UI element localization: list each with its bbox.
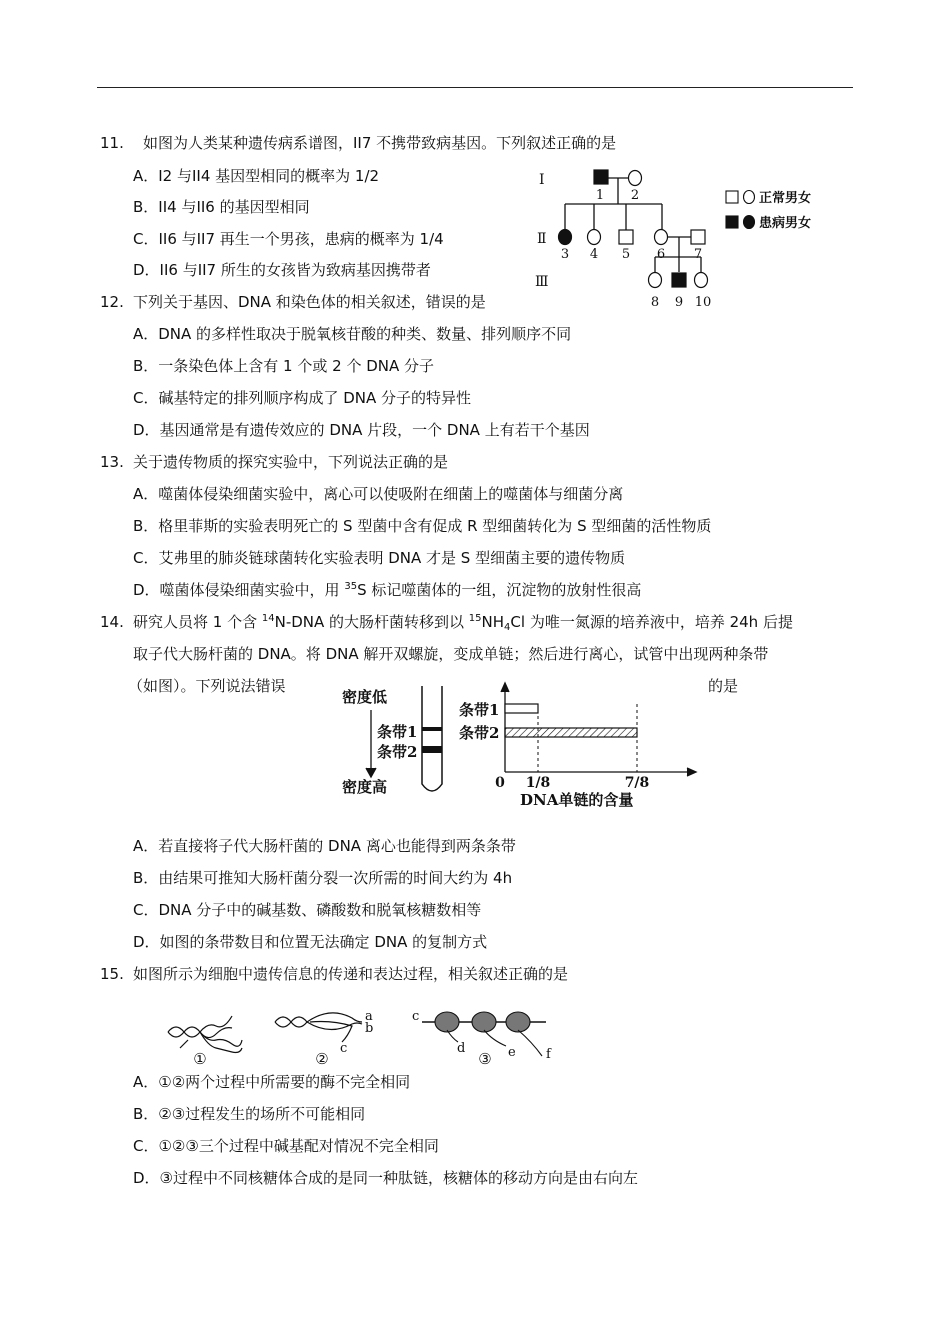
fig-letter-f: f <box>546 1047 551 1062</box>
q14-line-3-left: （如图）。下列说法错误 <box>128 677 286 695</box>
fig-letter-c-2: c <box>340 1041 348 1056</box>
q14-number: 14. <box>100 613 124 631</box>
tube-band2-label: 条带2 <box>377 743 418 761</box>
fig-letter-c-3: c <box>412 1009 420 1024</box>
pedigree-male-7 <box>691 230 705 244</box>
id-5: 5 <box>621 247 631 262</box>
q14-option-a: A．若直接将子代大肠杆菌的 DNA 离心也能得到两条条带 <box>133 837 516 855</box>
q12-number: 12. <box>100 293 124 311</box>
process-label-1: ① <box>193 1050 207 1068</box>
q13-number: 13. <box>100 453 124 471</box>
q13-option-d: D．噬菌体侵染细菌实验中，用 $^{35}$S 标记噬菌体的一组，沉淀物的放射性很高 <box>133 581 642 599</box>
q12-stem: 下列关于基因、DNA 和染色体的相关叙述，错误的是 <box>133 293 486 311</box>
tube-band-2 <box>422 746 442 753</box>
gen-label-2: Ⅱ <box>537 231 547 247</box>
legend-affected-male-icon <box>726 216 738 228</box>
x-axis-title: DNA单链的含量 <box>520 791 634 809</box>
q15-stem: 如图所示为细胞中遗传信息的传递和表达过程，相关叙述正确的是 <box>133 965 569 983</box>
q15-option-a: A．①②两个过程中所需要的酶不完全相同 <box>133 1073 411 1091</box>
fig-letter-b: b <box>365 1021 374 1036</box>
tube-band-1 <box>422 727 442 731</box>
legend-affected-female-icon <box>744 216 755 229</box>
pedigree-female-3-affected <box>559 230 572 245</box>
q13-option-b: B．格里菲斯的实验表明死亡的 S 型菌中含有促成 R 型细菌转化为 S 型细菌的活性物质 <box>133 517 712 535</box>
x-tick-7-8: 7/8 <box>624 775 650 791</box>
q14-line-1: 研究人员将 1 个含 $^{14}$N-DNA 的大肠杆菌转移到以 $^{15}NH_4Cl$ 为唯一氮源的培养液中，培养 24h 后提 <box>133 613 793 633</box>
q15-number: 15. <box>100 965 124 983</box>
bar-band-2 <box>505 728 637 737</box>
gen-label-3: Ⅲ <box>535 274 549 290</box>
ribosome-1 <box>435 1012 459 1032</box>
pedigree-male-1-affected <box>594 170 608 184</box>
pedigree-female-4 <box>588 230 601 245</box>
q11-option-d: D．II6 与II7 所生的女孩皆为致病基因携带者 <box>133 261 431 279</box>
id-2: 2 <box>630 188 640 203</box>
q11-option-a: A．I2 与II4 基因型相同的概率为 1/2 <box>133 167 380 185</box>
tube-band1-label: 条带1 <box>377 723 418 741</box>
pedigree-male-9-affected <box>672 273 686 287</box>
fig-letter-e: e <box>508 1045 516 1060</box>
gene-expression-figure <box>160 1000 580 1068</box>
ribosome-2 <box>472 1012 496 1032</box>
q11-option-b: B．II4 与II6 的基因型相同 <box>133 198 310 216</box>
chart-band2-label: 条带2 <box>459 724 500 742</box>
q14-line-2: 取子代大肠杆菌的 DNA。将 DNA 解开双螺旋，变成单链；然后进行离心，试管中出现两种条带 <box>133 645 769 663</box>
test-tube <box>422 686 442 791</box>
q14-option-d: D．如图的条带数目和位置无法确定 DNA 的复制方式 <box>133 933 488 951</box>
q13-stem: 关于遗传物质的探究实验中，下列说法正确的是 <box>133 453 449 471</box>
legend-affected-label: 患病男女 <box>759 216 812 231</box>
id-8: 8 <box>650 295 660 310</box>
x-tick-0: 0 <box>495 775 505 791</box>
legend-normal-female-icon <box>744 191 755 204</box>
replication-strands <box>168 1016 242 1053</box>
q14-option-b: B．由结果可推知大肠杆菌分裂一次所需的时间大约为 4h <box>133 869 513 887</box>
id-3: 3 <box>560 247 570 262</box>
id-9: 9 <box>674 295 684 310</box>
fig-letter-d: d <box>457 1041 466 1056</box>
legend-normal-male-icon <box>726 191 738 203</box>
q14-option-c: C．DNA 分子中的碱基数、磷酸数和脱氧核糖数相等 <box>133 901 482 919</box>
process-label-3: ③ <box>478 1050 492 1068</box>
bar-band-1 <box>505 704 538 713</box>
id-1: 1 <box>595 188 605 203</box>
legend-normal-label: 正常男女 <box>759 191 812 206</box>
density-low-label: 密度低 <box>342 688 388 706</box>
id-4: 4 <box>589 247 599 262</box>
q12-option-b: B．一条染色体上含有 1 个或 2 个 DNA 分子 <box>133 357 435 375</box>
chart-band1-label: 条带1 <box>459 701 500 719</box>
id-10: 10 <box>694 295 712 310</box>
q15-option-b: B．②③过程发生的场所不可能相同 <box>133 1105 366 1123</box>
id-6: 6 <box>656 247 666 262</box>
q11-number: 11. <box>100 134 124 152</box>
fig-letter-a: a <box>365 1009 373 1024</box>
x-tick-1-8: 1/8 <box>525 775 551 791</box>
header-rule <box>97 87 853 88</box>
q11-stem: 如图为人类某种遗传病系谱图，II7 不携带致病基因。下列叙述正确的是 <box>143 134 617 152</box>
pedigree-female-6 <box>655 230 668 245</box>
q12-option-a: A．DNA 的多样性取决于脱氧核苷酸的种类、数量、排列顺序不同 <box>133 325 572 343</box>
q13-option-a: A．噬菌体侵染细菌实验中，离心可以使吸附在细菌上的噬菌体与细菌分离 <box>133 485 624 503</box>
ribosome-3 <box>506 1012 530 1032</box>
gen-label-1: I <box>539 172 545 188</box>
transcription-strands <box>275 1013 362 1042</box>
density-high-label: 密度高 <box>342 778 388 796</box>
q12-option-d: D．基因通常是有遗传效应的 DNA 片段，一个 DNA 上有若干个基因 <box>133 421 590 439</box>
pedigree-female-2 <box>629 171 642 186</box>
pedigree-male-5 <box>619 230 633 244</box>
process-label-2: ② <box>315 1050 329 1068</box>
q11-option-c: C．II6 与II7 再生一个男孩，患病的概率为 1/4 <box>133 230 444 248</box>
q14-line-3-right: 的是 <box>708 677 739 695</box>
q13-option-c: C．艾弗里的肺炎链球菌转化实验表明 DNA 才是 S 型细菌主要的遗传物质 <box>133 549 626 567</box>
q12-option-c: C．碱基特定的排列顺序构成了 DNA 分子的特异性 <box>133 389 472 407</box>
pedigree-female-10 <box>695 273 708 288</box>
q15-option-d: D．③过程中不同核糖体合成的是同一种肽链，核糖体的移动方向是由右向左 <box>133 1169 639 1187</box>
pedigree-female-8 <box>649 273 662 288</box>
id-7: 7 <box>693 247 703 262</box>
q15-option-c: C．①②③三个过程中碱基配对情况不完全相同 <box>133 1137 439 1155</box>
pedigree-chart <box>530 160 830 312</box>
centrifuge-figure <box>335 680 705 812</box>
